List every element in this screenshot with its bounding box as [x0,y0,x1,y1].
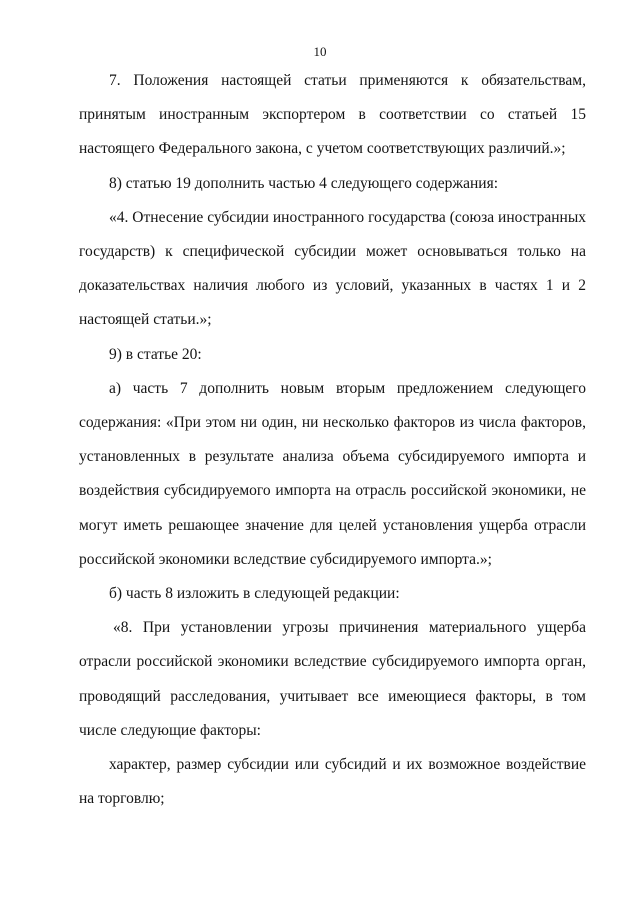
paragraph-8-article-19: 8) статью 19 дополнить частью 4 следующего содержания: [109,174,499,192]
document-body [79,64,586,816]
paragraph-subsidy-nature: характер, размер субсидии или субсидий и их возможное воздействие на торговлю; [79,756,586,808]
paragraph-9-article-20: 9) в статье 20: [109,345,202,363]
page-number: 10 [313,44,327,59]
paragraph-b-part-8: б) часть 8 изложить в следующей редакции: [109,585,400,603]
paragraph-7-provisions: 7. Положения настоящей статьи применяются к обязательствам, принятым иностранным экспортером в соответствии со статьей 15 настоящего Федерального закона, с учетом соответствующих различий.»; [79,72,586,158]
paragraph-a-part-7: а) часть 7 дополнить новым вторым предложением следующего содержания: «При этом ни один, ни несколько факторов из числа факторов, установленных в результате анализа объема субсидируемого импорта и воздействия субсидируемого импорта на отрасль российской экономики, не могут иметь решающее значение для целей установления ущерба отрасли российской экономики вследствие субсидируемого импорта.»; [79,379,586,568]
paragraph-part-4-subsidy: «4. Отнесение субсидии иностранного государства (союза иностранных государств) к специфической субсидии может основываться только на доказательствах наличия любого из условий, указанных в частях 1 и 2 настоящей статьи.»; [79,208,586,329]
paragraph-part-8-threat: «8. При установлении угрозы причинения материального ущерба отрасли российской экономики вследствие субсидируемого импорта орган, проводящий расследования, учитывает все имеющиеся факторы, в том числе следующие факторы: [79,619,586,739]
